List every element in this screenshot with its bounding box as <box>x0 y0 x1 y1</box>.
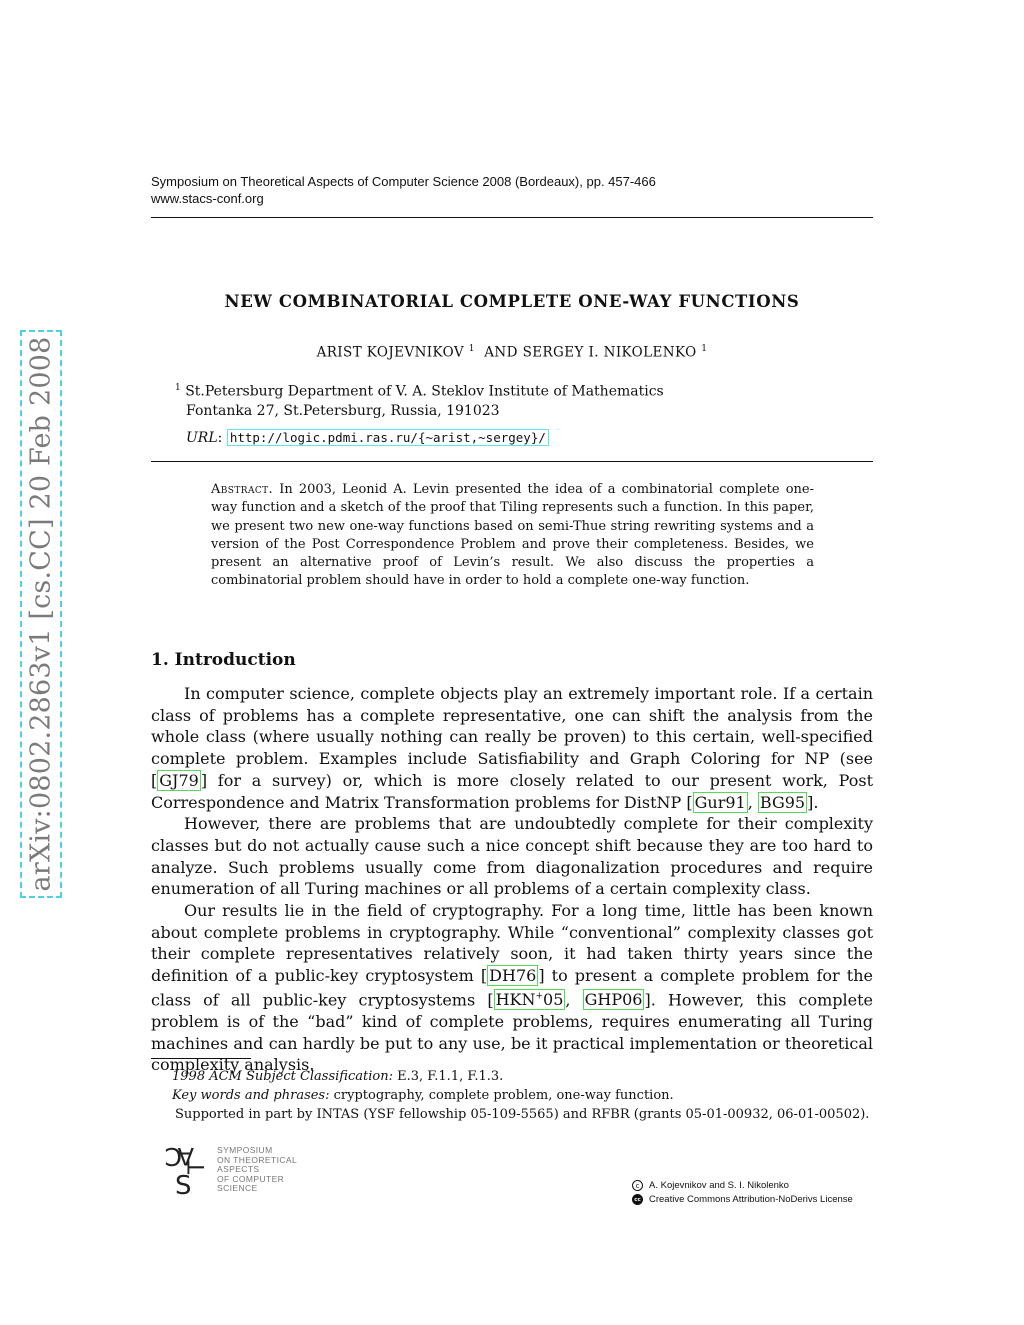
paragraph: However, there are problems that are undoubtedly complete for their complexity classes but do not actually cause such a nice concept shift because they are too hard to analyze. Such problems usually come from diagonalization procedures and require enumeration of all Turing machines or all problems of a certain complexity class. <box>151 814 873 899</box>
stacs-logo-text <box>217 1146 297 1194</box>
paper-title: NEW COMBINATORIAL COMPLETE ONE-WAY FUNCTIONS <box>224 292 800 311</box>
keywords-label: Key words and phrases: <box>172 1088 330 1103</box>
citation-bg95[interactable]: BG95 <box>759 792 806 812</box>
svg-text:S: S <box>175 1171 192 1196</box>
citation-hkn05[interactable] <box>494 989 566 1010</box>
logo-line: SCIENCE <box>217 1183 258 1194</box>
author-line <box>151 344 873 361</box>
paragraph-text: In computer science, complete objects play an extremely important role. If a certain class of problems has a complete representative, one can shift the analysis from the whole class (where usually nothing can really be proven) to this certain, well-specified complete problem. Examples include Satisfiability and Graph Coloring for NP (see <box>151 684 873 769</box>
abstract-label: Abstract. <box>211 482 274 497</box>
license-block <box>632 1179 853 1206</box>
logo-line: OF COMPUTER <box>217 1173 285 1184</box>
affiliation-line-2: Fontanka 27, St.Petersburg, Russia, 191023 <box>186 402 500 419</box>
stacs-logo-icon <box>158 1140 212 1196</box>
affiliation-mark: 1 <box>175 383 181 393</box>
arxiv-stamp[interactable] <box>20 330 62 898</box>
svg-text:T: T <box>185 1160 210 1174</box>
affiliation <box>175 379 664 421</box>
logo-line: ON THEORETICAL <box>217 1154 298 1165</box>
svg-text:C: C <box>164 1142 182 1171</box>
venue-site[interactable]: www.stacs-conf.org <box>151 191 264 206</box>
url-label: URL <box>186 430 218 446</box>
logo-line: ASPECTS <box>217 1164 260 1175</box>
paragraph-text: Our results lie in the field of cryptography. For a long time, little has been known about complete problems in cryptography. While “conventional” complexity classes got their complete representatives relatively soon, it had taken thirty years since the definition of a public-key cryptosystem <box>151 901 873 986</box>
abstract <box>211 481 814 591</box>
creative-commons-icon: cc <box>632 1194 643 1205</box>
author-1: ARIST KOJEVNIKOV <box>316 344 465 361</box>
citation-hkn-year: 05 <box>543 990 564 1010</box>
title-rule <box>151 461 873 462</box>
footnotes <box>172 1067 869 1124</box>
citation-hkn-sup: + <box>535 991 544 1002</box>
citation-hkn-base: HKN <box>495 990 536 1010</box>
citation-gj79[interactable]: GJ79 <box>159 770 199 790</box>
svg-text:A: A <box>177 1142 194 1170</box>
venue-header <box>151 173 656 207</box>
license-holders: A. Kojevnikov and S. I. Nikolenko <box>649 1180 789 1191</box>
logo-line: SYMPOSIUM <box>217 1145 273 1155</box>
acm-label: 1998 ACM Subject Classification: <box>172 1069 393 1084</box>
homepage-link[interactable]: http://logic.pdmi.ras.ru/{~arist,~sergey}/ <box>227 429 549 446</box>
keywords-value: cryptography, complete problem, one-way function. <box>333 1088 674 1103</box>
author-conjunction: AND <box>484 344 518 361</box>
paragraph-text: . However, this complete problem is of the “bad” kind of complete problems, requires enumerating all Turing machines and can hardly be put to any use, be it practical implementation or theoretical complexity analysis. <box>151 990 873 1075</box>
citation-gur91[interactable]: Gur91 <box>694 792 746 812</box>
acm-value: E.3, F.1.1, F.1.3. <box>397 1069 504 1084</box>
paragraph-text: for a survey) or, which is more closely related to our present work, Post Correspondence and Matrix Transformation problems for DistNP <box>151 770 873 812</box>
author-1-mark: 1 <box>468 344 475 354</box>
paragraph: In computer science, complete objects play an extremely important role. If a certain class of problems has a complete representative, one can shift the analysis from the whole class (where usually nothing can really be proven) to this certain, well-specified complete problem. Examples include Satisfiability and Graph Coloring for NP (see [ GJ79 ] for a survey) or, which is more closely related to our present work, Post Correspondence and Matrix Transformation problems for DistNP [ Gur91 , BG95 ]. <box>151 684 873 812</box>
abstract-text: In 2003, Leonid A. Levin presented the idea of a combinatorial complete one-way function and a sketch of the proof that Tiling represents such a function. In this paper, we present two new one-way functions based on semi-Thue string rewriting systems and a version of the Post Correspondence Problem and prove their completeness. Besides, we present an alternative proof of Levin’s result. We also discuss the properties a combinatorial problem should have in order to hold a complete one-way function. <box>211 482 814 589</box>
section-heading-introduction: 1. Introduction <box>151 650 296 670</box>
introduction-body <box>151 683 873 1076</box>
footnote-rule <box>151 1058 251 1059</box>
url-line: URL: http://logic.pdmi.ras.ru/{~arist,~sergey}/ <box>186 430 549 446</box>
header-rule <box>151 217 873 218</box>
venue-line: Symposium on Theoretical Aspects of Computer Science 2008 (Bordeaux), pp. 457-466 <box>151 174 656 189</box>
author-2: SERGEY I. NIKOLENKO <box>522 344 697 361</box>
paragraph: Our results lie in the field of cryptography. For a long time, little has been known about complete problems in cryptography. While “conventional” complexity classes got their complete representatives relatively soon, it had taken thirty years since the definition of a public-key cryptosystem [ DH76 ] to present a complete problem for the class of all public-key cryptosystems [ HKN+05 , GHP06 ]. However, this complete problem is of the “bad” kind of complete problems, requires enumerating all Turing machines and can hardly be put to any use, be it practical implementation or theoretical complexity analysis. <box>151 901 873 1075</box>
paragraph-text: to present a complete problem for the class of all public-key cryptosystems <box>151 966 873 1010</box>
license-terms[interactable]: Creative Commons Attribution-NoDerivs License <box>649 1193 853 1205</box>
support-note: Supported in part by INTAS (YSF fellowship 05-109-5565) and RFBR (grants 05-01-00932, 06-01-00502). <box>175 1107 870 1122</box>
copyright-icon: c <box>632 1180 643 1191</box>
arxiv-stamp-text: arXiv:0802.2863v1 [cs.CC] 20 Feb 2008 <box>25 336 57 892</box>
author-2-mark: 1 <box>701 344 708 354</box>
citation-ghp06[interactable]: GHP06 <box>584 990 643 1010</box>
citation-dh76[interactable]: DH76 <box>489 966 537 986</box>
affiliation-line-1: St.Petersburg Department of V. A. Steklov Institute of Mathematics <box>185 383 664 400</box>
